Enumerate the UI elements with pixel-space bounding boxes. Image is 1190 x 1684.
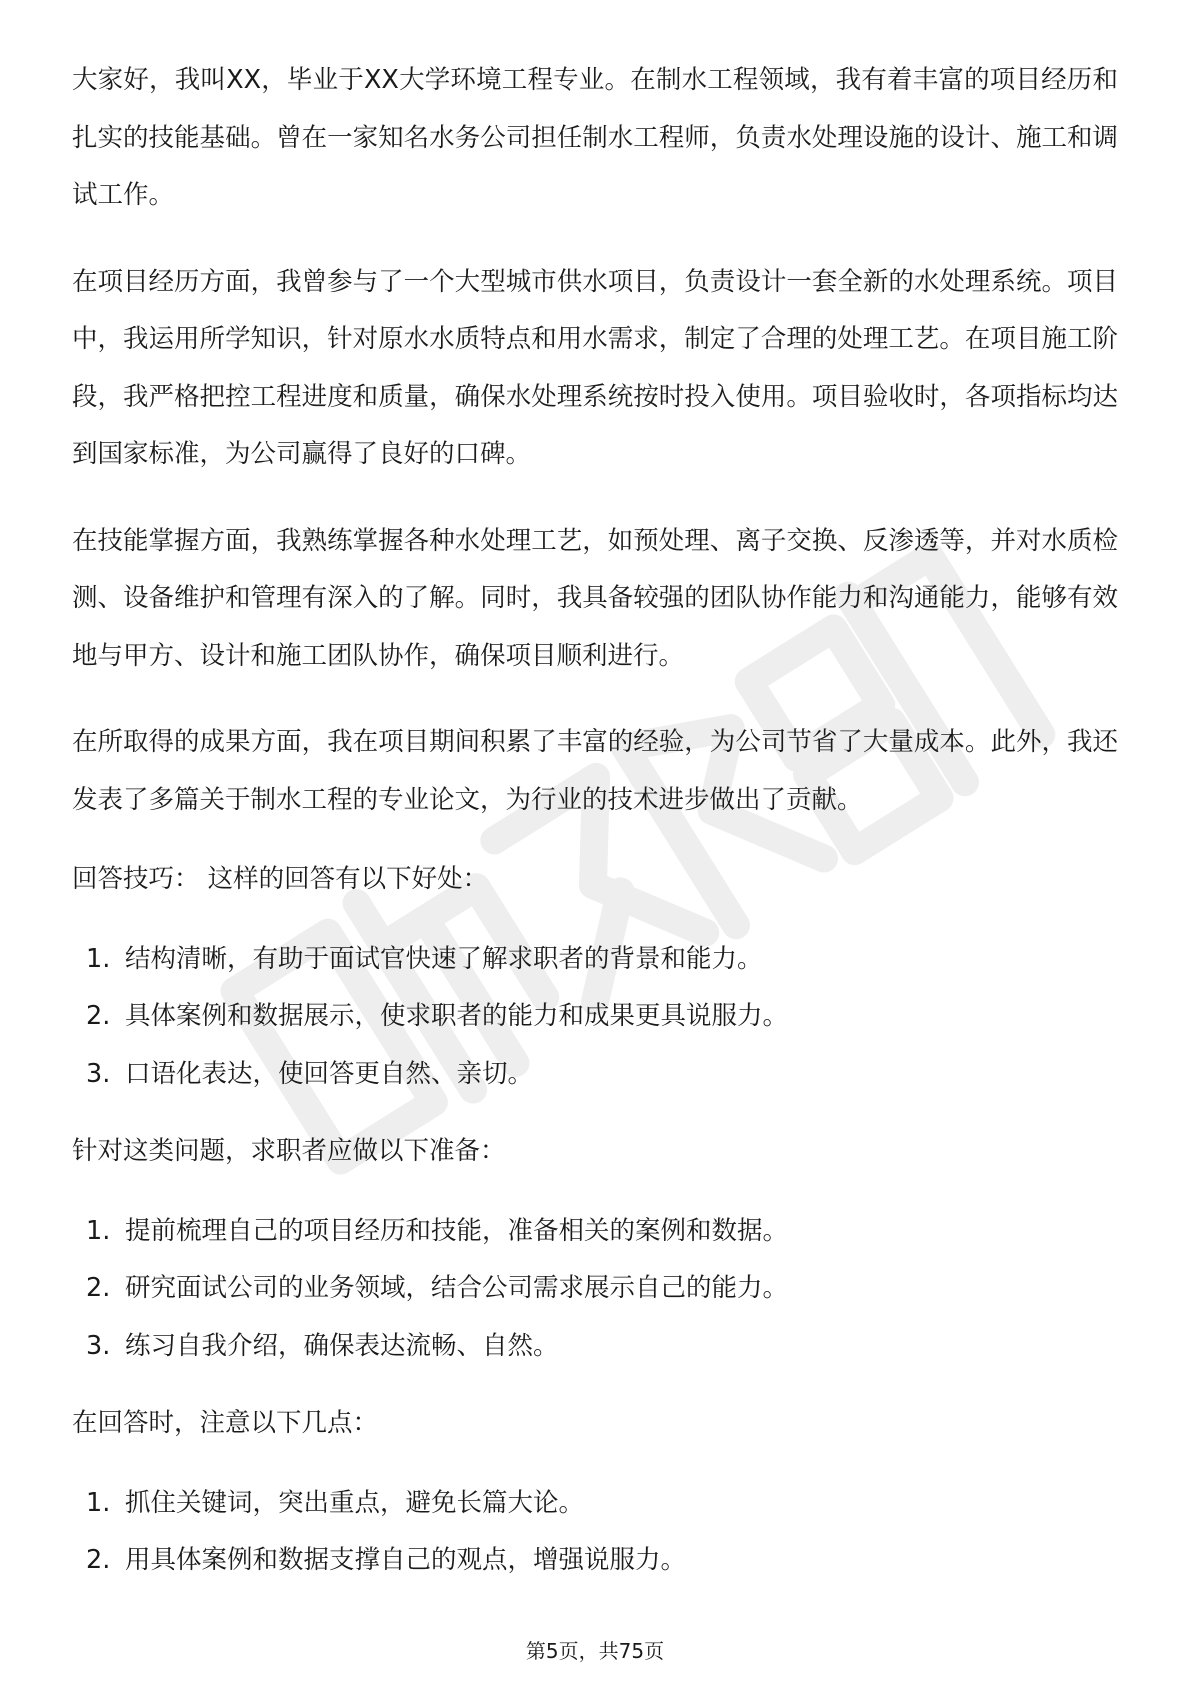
list-item — [72, 1318, 1118, 1376]
list-number: 1. — [86, 943, 111, 974]
list-text: 研究面试公司的业务领域，结合公司需求展示自己的能力。 — [125, 1273, 789, 1303]
list-number: 3. — [86, 1058, 111, 1089]
list-text: 口语化表达，使回答更自然、亲切。 — [125, 1058, 534, 1089]
list-text: 用具体案例和数据支撑自己的观点，增强说服力。 — [125, 1545, 687, 1575]
notes-list — [72, 1475, 1118, 1590]
document-page — [72, 52, 1118, 1610]
list-number: 1. — [86, 1487, 111, 1518]
list-text: 抓住关键词，突出重点，避免长篇大论。 — [125, 1487, 585, 1518]
list-item — [72, 1260, 1118, 1318]
list-item — [72, 1203, 1118, 1261]
list-text: 提前梳理自己的项目经历和技能，准备相关的案例和数据。 — [125, 1215, 789, 1246]
list-number: 2. — [86, 1001, 111, 1031]
list-text: 具体案例和数据展示，使求职者的能力和成果更具说服力。 — [125, 1001, 789, 1031]
prep-heading: 针对这类问题，求职者应做以下准备： — [72, 1136, 506, 1166]
page-number-footer: 第5页，共75页 — [525, 1639, 665, 1663]
notes-heading: 在回答时，注意以下几点： — [72, 1408, 379, 1438]
list-number: 2. — [86, 1273, 111, 1303]
tips-heading: 回答技巧： 这样的回答有以下好处： — [72, 864, 489, 894]
list-item — [72, 931, 1118, 989]
list-number: 2. — [86, 1545, 111, 1575]
list-number: 1. — [86, 1215, 111, 1246]
list-text: 练习自我介绍，确保表达流畅、自然。 — [125, 1330, 559, 1361]
list-item — [72, 988, 1118, 1046]
list-item — [72, 1475, 1118, 1533]
list-text: 结构清晰，有助于面试官快速了解求职者的背景和能力。 — [125, 943, 763, 974]
list-number: 3. — [86, 1330, 111, 1361]
tips-list — [72, 931, 1118, 1104]
skills-paragraph: 在技能掌握方面，我熟练掌握各种水处理工艺，如预处理、离子交换、反渗透等，并对水质检测、设备维护和管理有深入的了解。同时，我具备较强的团队协作能力和沟通能力，能够有效地与甲方、设计和施工团队协作，确保项目顺利进行。 — [72, 525, 1118, 671]
project-paragraph: 在项目经历方面，我曾参与了一个大型城市供水项目，负责设计一套全新的水处理系统。项目中，我运用所学知识，针对原水水质特点和用水需求，制定了合理的处理工艺。在项目施工阶段，我严格把控工程进度和质量，确保水处理系统按时投入使用。项目验收时，各项指标均达到国家标准，为公司赢得了良好的口碑。 — [72, 266, 1118, 469]
list-item — [72, 1532, 1118, 1590]
intro-paragraph: 大家好，我叫XX，毕业于XX大学环境工程专业。在制水工程领域，我有着丰富的项目经历和扎实的技能基础。曾在一家知名水务公司担任制水工程师，负责水处理设施的设计、施工和调试工作。 — [72, 65, 1118, 210]
list-item — [72, 1046, 1118, 1104]
results-paragraph: 在所取得的成果方面，我在项目期间积累了丰富的经验，为公司节省了大量成本。此外，我还发表了多篇关于制水工程的专业论文，为行业的技术进步做出了贡献。 — [72, 727, 1118, 815]
prep-list — [72, 1203, 1118, 1376]
